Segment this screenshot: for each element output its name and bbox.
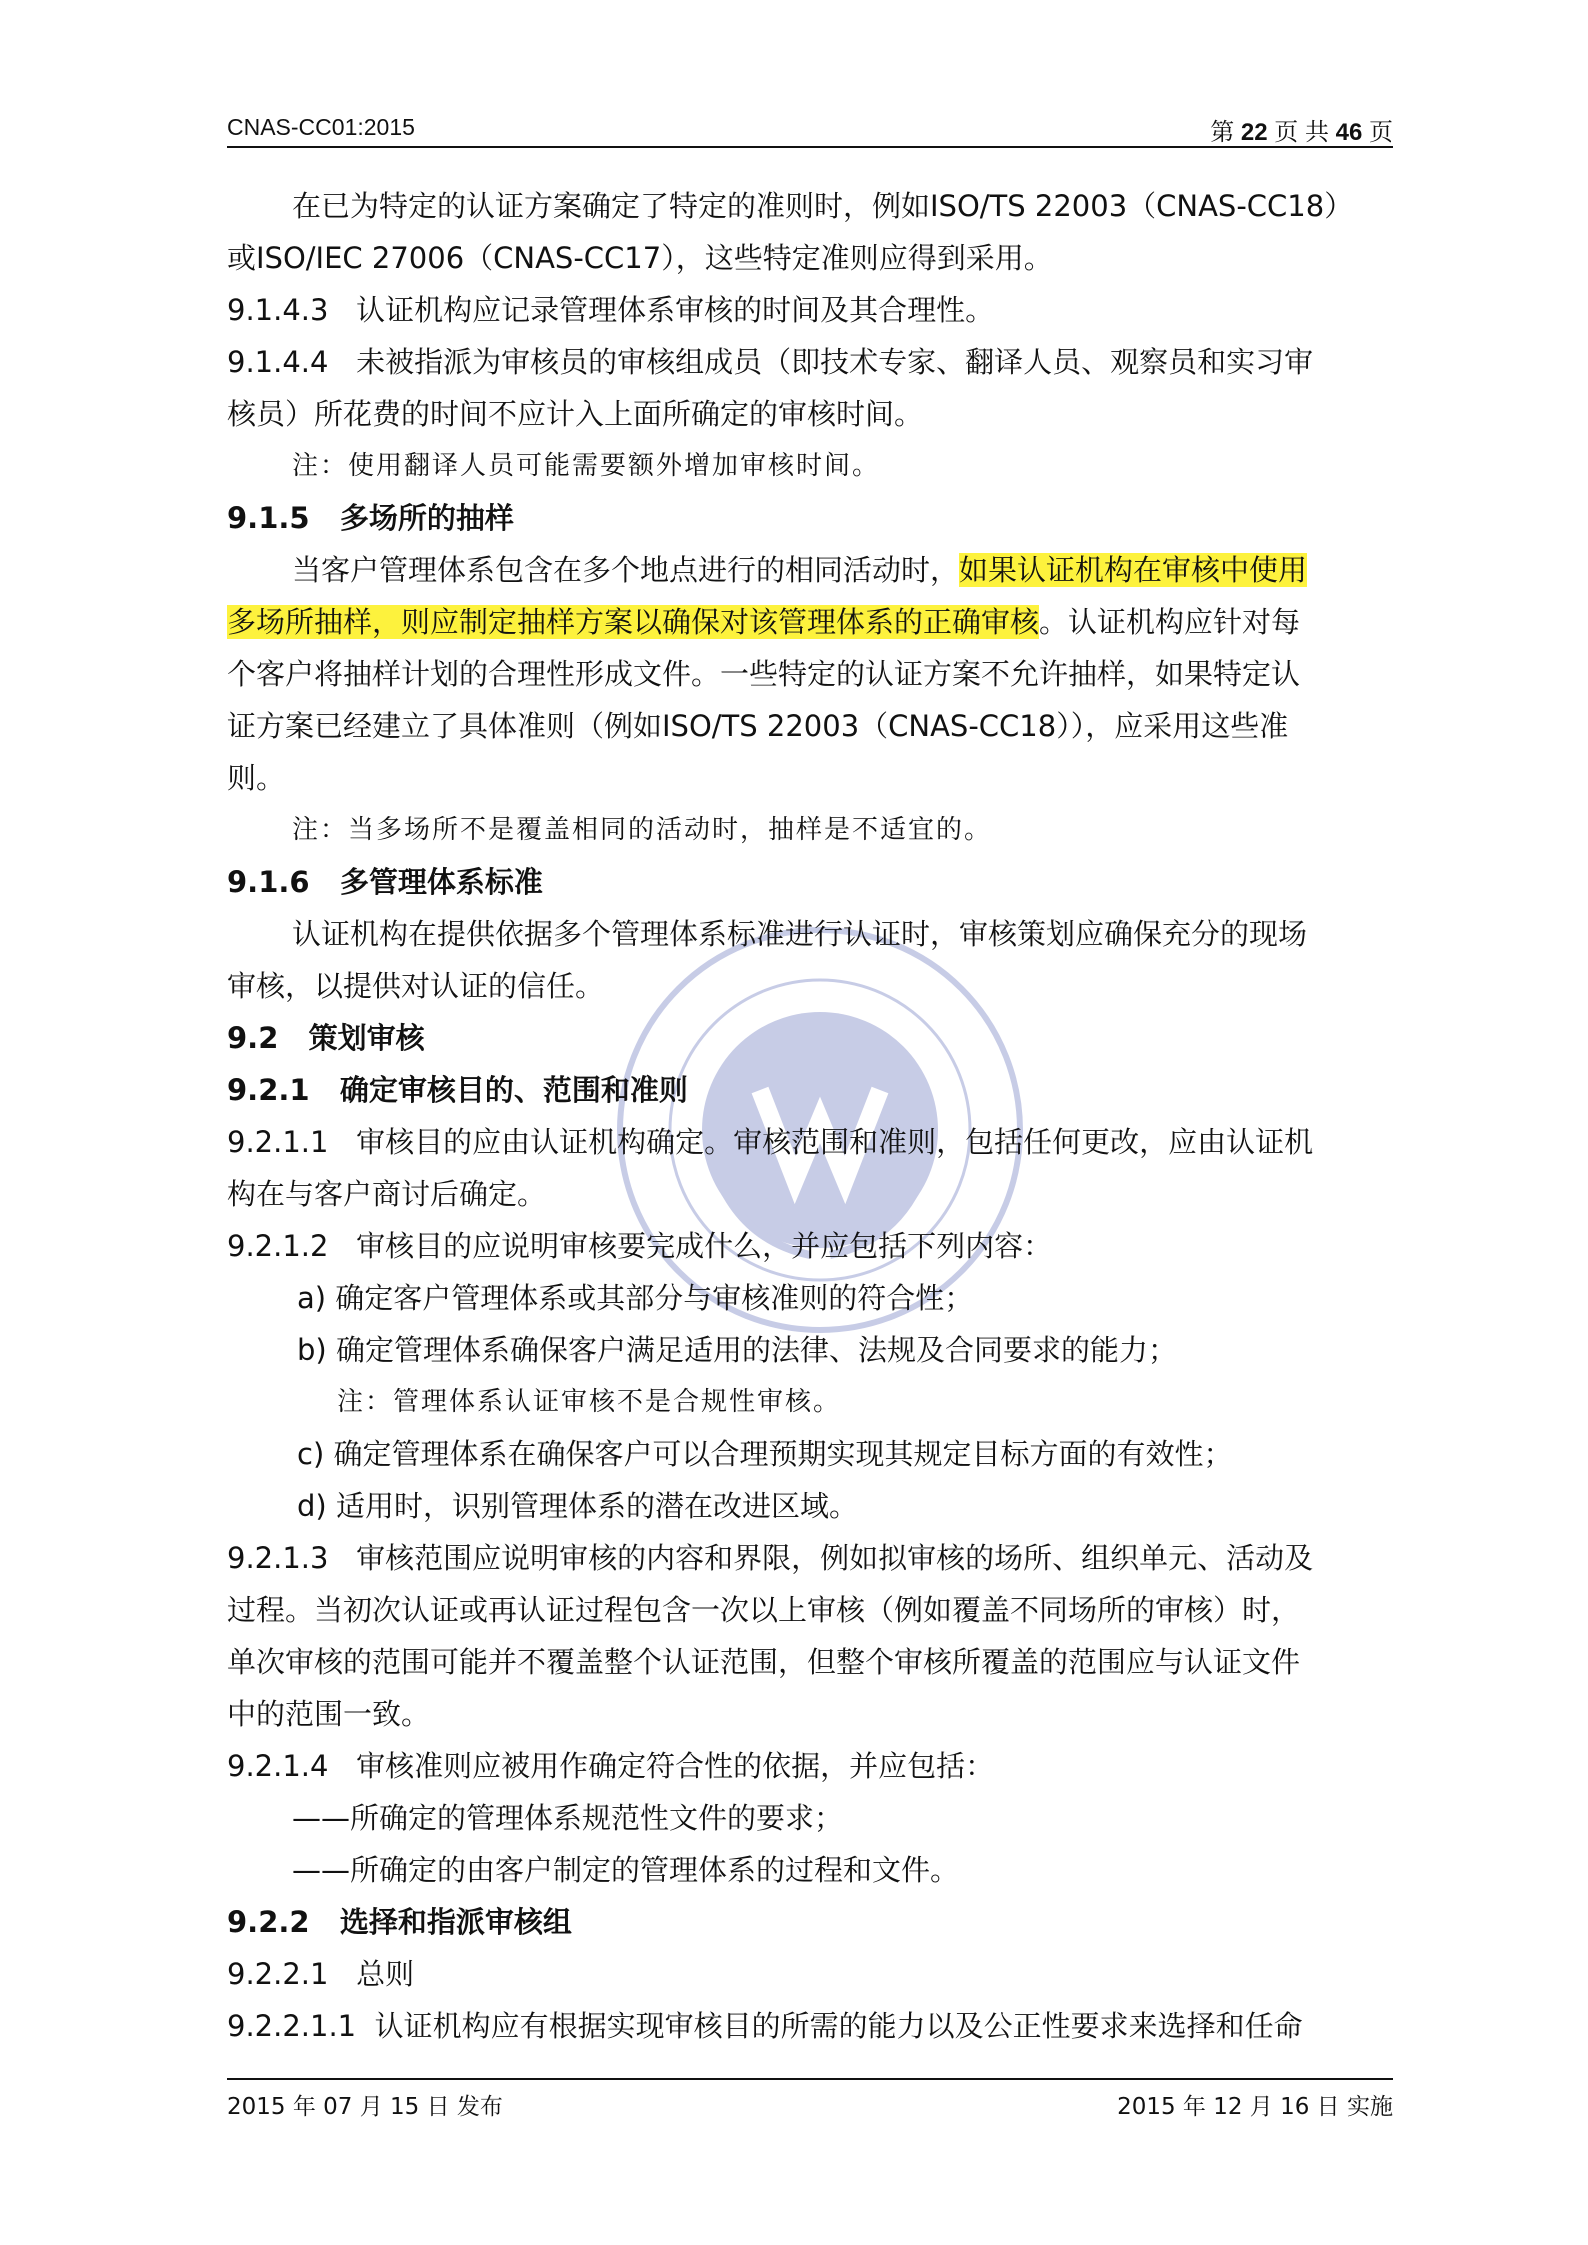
paragraph-line: 当客户管理体系包含在多个地点进行的相同活动时，如果认证机构在审核中使用 [292,553,1308,587]
clause-9-2-1-3: 9.2.1.3 审核范围应说明审核的内容和界限，例如拟审核的场所、组织单元、活动及 [227,1541,1314,1575]
paragraph-line: 个客户将抽样计划的合理性形成文件。一些特定的认证方案不允许抽样，如果特定认 [227,657,1301,691]
dash-list-item: ——所确定的管理体系规范性文件的要求； [292,1801,844,1835]
page-number: 第 22 页 共 46 页 [1210,119,1393,146]
paragraph-line: 认证机构在提供依据多个管理体系标准进行认证时，审核策划应确保充分的现场 [292,917,1308,951]
clause-9-2-1-4: 9.2.1.4 审核准则应被用作确定符合性的依据，并应包括： [227,1749,995,1783]
paragraph-line: 则。 [227,761,286,795]
dash-list-item: ——所确定的由客户制定的管理体系的过程和文件。 [292,1853,960,1887]
standard-code: CNAS-CC01:2015 [227,114,415,140]
note-line: 注：使用翻译人员可能需要额外增加审核时间。 [292,451,881,481]
paragraph-line: 过程。当初次认证或再认证过程包含一次以上审核（例如覆盖不同场所的审核）时， [227,1593,1301,1627]
section-heading-9-2-1: 9.2.1 确定审核目的、范围和准则 [227,1073,688,1107]
clause-9-2-1-1: 9.2.1.1 审核目的应由认证机构确定。审核范围和准则，包括任何更改，应由认证机 [227,1125,1314,1159]
paragraph-line: 审核，以提供对认证的信任。 [227,969,605,1003]
paragraph-line: 单次审核的范围可能并不覆盖整个认证范围，但整个审核所覆盖的范围应与认证文件 [227,1645,1301,1679]
clause-9-2-2-1-1: 9.2.2.1.1 认证机构应有根据实现审核目的所需的能力以及公正性要求来选择和任命 [227,2009,1303,2043]
clause-9-2-2-1: 9.2.2.1 总则 [227,1957,415,1991]
note-line: 注：管理体系认证审核不是合规性审核。 [337,1387,842,1417]
section-heading-9-2: 9.2 策划审核 [227,1021,425,1055]
paragraph-line: 构在与客户商讨后确定。 [227,1177,547,1211]
highlighted-text: 如果认证机构在审核中使用 [959,553,1308,587]
clause-9-2-1-2: 9.2.1.2 审核目的应说明审核要完成什么，并应包括下列内容： [227,1229,1053,1263]
section-heading-9-1-6: 9.1.6 多管理体系标准 [227,865,543,899]
note-line: 注：当多场所不是覆盖相同的活动时，抽样是不适宜的。 [292,815,993,845]
list-item-c: c) 确定管理体系在确保客户可以合理预期实现其规定目标方面的有效性； [297,1437,1233,1471]
highlighted-text: 多场所抽样，则应制定抽样方案以确保对该管理体系的正确审核 [227,605,1040,639]
list-item-a: a) 确定客户管理体系或其部分与审核准则的符合性； [297,1281,974,1315]
issue-date: 2015 年 07 月 15 日 发布 [227,2094,503,2120]
paragraph-line: 或ISO/IEC 27006（CNAS-CC17），这些特定准则应得到采用。 [227,241,1053,275]
section-heading-9-2-2: 9.2.2 选择和指派审核组 [227,1905,572,1939]
page-header [227,112,1393,148]
page-footer [227,2078,1393,2120]
section-heading-9-1-5: 9.1.5 多场所的抽样 [227,501,514,535]
paragraph-line: 证方案已经建立了具体准则（例如ISO/TS 22003（CNAS-CC18）），应采用这些准 [227,709,1289,743]
paragraph-line: 在已为特定的认证方案确定了特定的准则时，例如ISO/TS 22003（CNAS-CC18） [292,189,1354,223]
paragraph-line: 核员）所花费的时间不应计入上面所确定的审核时间。 [227,397,924,431]
list-item-b: b) 确定管理体系确保客户满足适用的法律、法规及合同要求的能力； [297,1333,1177,1367]
paragraph-line: 多场所抽样，则应制定抽样方案以确保对该管理体系的正确审核。认证机构应针对每 [227,605,1301,639]
clause-9-1-4-4: 9.1.4.4 未被指派为审核员的审核组成员（即技术专家、翻译人员、观察员和实习审 [227,345,1314,379]
clause-9-1-4-3: 9.1.4.3 认证机构应记录管理体系审核的时间及其合理性。 [227,293,995,327]
list-item-d: d) 适用时，识别管理体系的潜在改进区域。 [297,1489,858,1523]
effective-date: 2015 年 12 月 16 日 实施 [1117,2094,1393,2120]
paragraph-line: 中的范围一致。 [227,1697,431,1731]
